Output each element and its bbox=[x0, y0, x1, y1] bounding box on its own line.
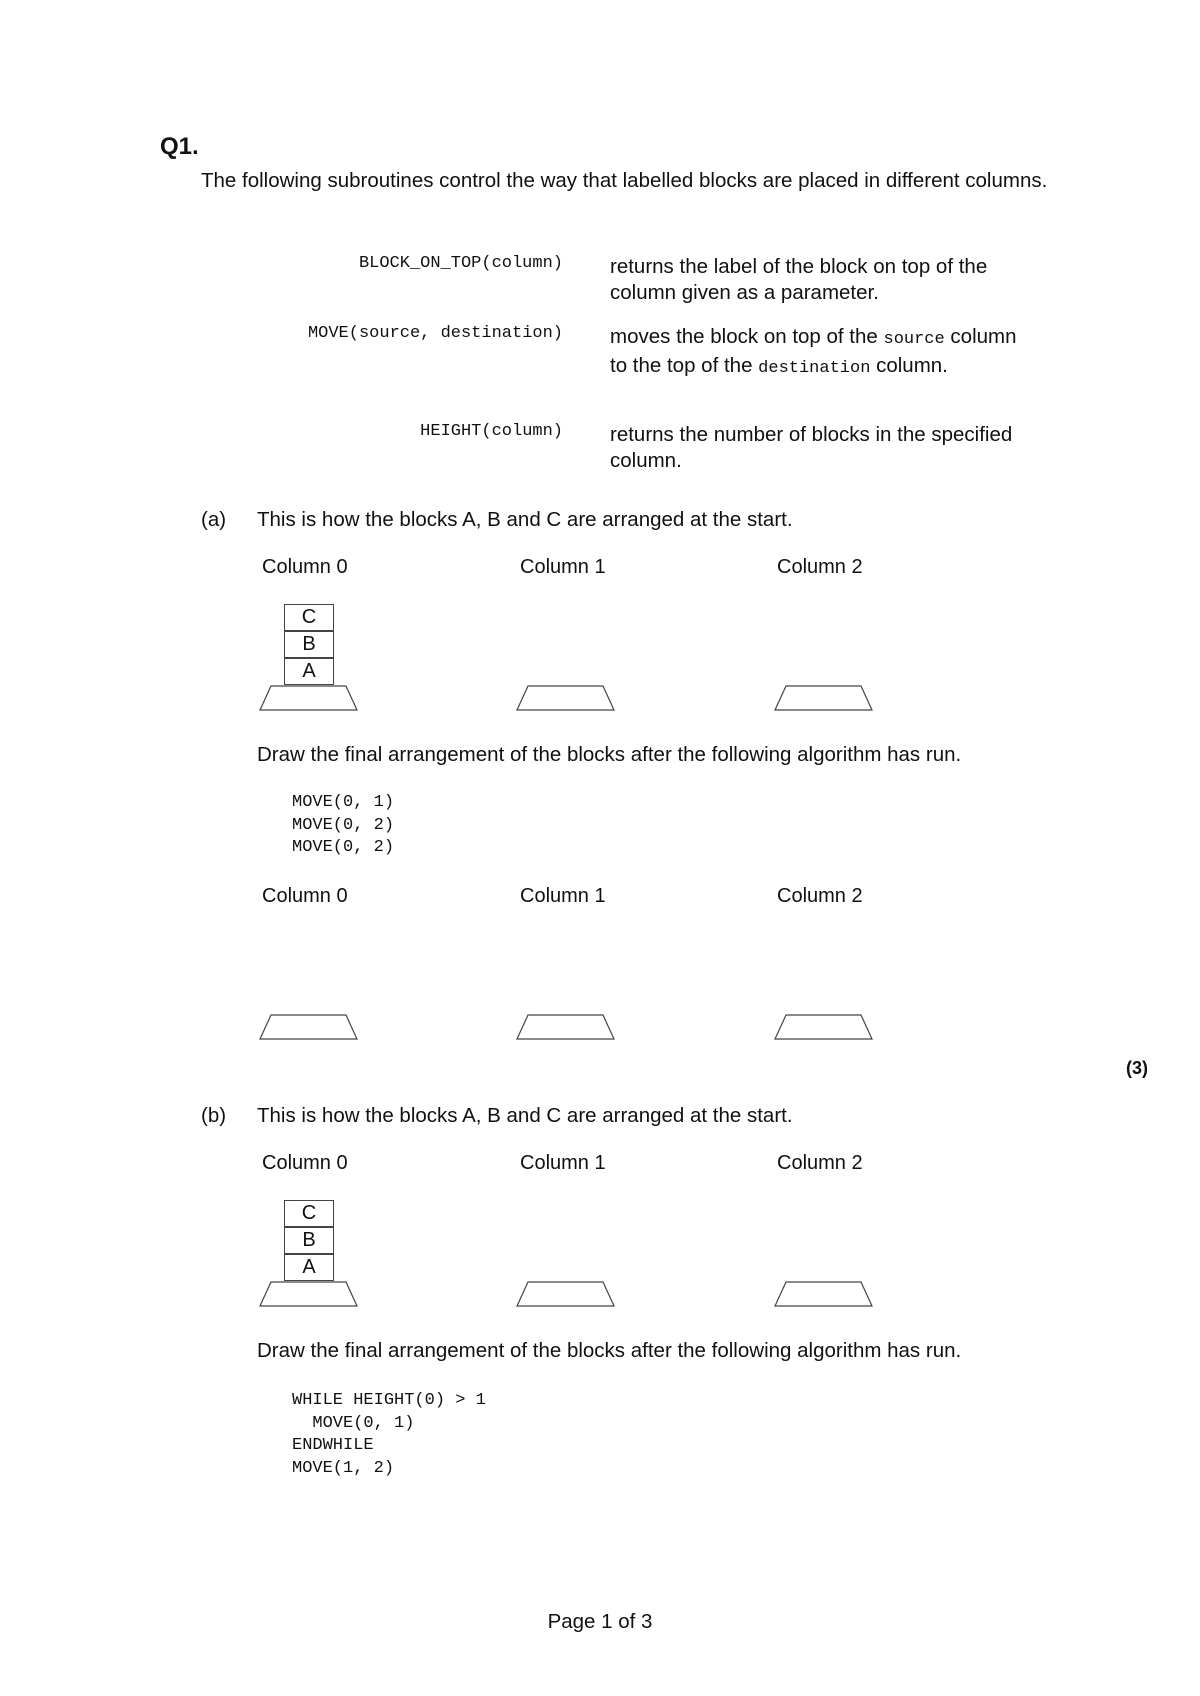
subroutine-desc-param-destination: destination bbox=[758, 359, 871, 378]
question-intro: The following subroutines control the way that labelled blocks are placed in different columns. bbox=[201, 169, 1048, 192]
column-base-2 bbox=[774, 685, 874, 711]
part-a-text: This is how the blocks A, B and C are arranged at the start. bbox=[257, 508, 793, 531]
subroutine-name-move: MOVE(source, destination) bbox=[307, 324, 563, 343]
subroutine-name-block-on-top: BLOCK_ON_TOP(column) bbox=[358, 254, 563, 273]
part-b-column-base-2 bbox=[774, 1281, 874, 1307]
block-a: A bbox=[284, 658, 334, 685]
part-b-column-base-1 bbox=[516, 1281, 616, 1307]
subroutine-desc-param-source: source bbox=[883, 330, 945, 349]
question-number: Q1. bbox=[160, 133, 199, 160]
subroutine-desc-text: returns the label of the block on top of the column given as a parameter. bbox=[610, 255, 988, 304]
part-a-code bbox=[292, 792, 394, 860]
code-line: ENDWHILE bbox=[292, 1436, 374, 1455]
part-a-marks: (3) bbox=[1126, 1058, 1148, 1078]
column-base-0 bbox=[259, 685, 359, 711]
subroutine-desc-text: column. bbox=[870, 354, 948, 377]
part-a-label: (a) bbox=[201, 508, 227, 531]
subroutine-desc-move bbox=[610, 324, 1020, 382]
answer-column-label-1: Column 1 bbox=[520, 885, 606, 907]
answer-column-label-2: Column 2 bbox=[777, 885, 863, 907]
answer-column-label-0: Column 0 bbox=[262, 885, 348, 907]
part-b-column-base-0 bbox=[259, 1281, 359, 1307]
part-b-block-a: A bbox=[284, 1254, 334, 1281]
code-line: MOVE(0, 1) bbox=[292, 793, 395, 812]
code-line: MOVE(1, 2) bbox=[292, 1458, 395, 1478]
answer-column-base-1 bbox=[516, 1014, 616, 1040]
code-line: MOVE(0, 2) bbox=[292, 838, 395, 857]
code-line: MOVE(0, 2) bbox=[292, 815, 395, 835]
subroutine-desc-text: moves the block on top of the bbox=[610, 325, 884, 348]
column-base-1 bbox=[516, 685, 616, 711]
part-b-label: (b) bbox=[201, 1104, 227, 1127]
subroutine-name-height: HEIGHT(column) bbox=[420, 422, 563, 441]
subroutine-desc-text: returns the number of blocks in the specified column. bbox=[610, 423, 1013, 472]
column-label-1: Column 1 bbox=[520, 556, 606, 578]
answer-column-base-2 bbox=[774, 1014, 874, 1040]
part-b-block-c: C bbox=[284, 1200, 334, 1227]
part-a-instruction: Draw the final arrangement of the blocks after the following algorithm has run. bbox=[257, 743, 962, 766]
part-b-block-b: B bbox=[284, 1227, 334, 1254]
subroutine-desc-height bbox=[610, 422, 1020, 474]
part-b-code bbox=[292, 1390, 486, 1480]
part-b-column-label-1: Column 1 bbox=[520, 1152, 606, 1174]
block-b: B bbox=[284, 631, 334, 658]
answer-column-base-0 bbox=[259, 1014, 359, 1040]
subroutine-desc-block-on-top bbox=[610, 254, 1020, 306]
code-line: MOVE(0, 1) bbox=[292, 1413, 415, 1433]
column-label-2: Column 2 bbox=[777, 556, 863, 578]
part-b-column-label-2: Column 2 bbox=[777, 1152, 863, 1174]
part-b-text: This is how the blocks A, B and C are arranged at the start. bbox=[257, 1104, 793, 1127]
page-number: Page 1 of 3 bbox=[547, 1610, 653, 1633]
column-label-0: Column 0 bbox=[262, 556, 348, 578]
part-b-instruction: Draw the final arrangement of the blocks after the following algorithm has run. bbox=[257, 1339, 962, 1362]
part-b-column-label-0: Column 0 bbox=[262, 1152, 348, 1174]
code-line: WHILE HEIGHT(0) > 1 bbox=[292, 1391, 486, 1410]
subroutine-desc-text: column to the top of the bbox=[610, 325, 1017, 377]
block-c: C bbox=[284, 604, 334, 631]
